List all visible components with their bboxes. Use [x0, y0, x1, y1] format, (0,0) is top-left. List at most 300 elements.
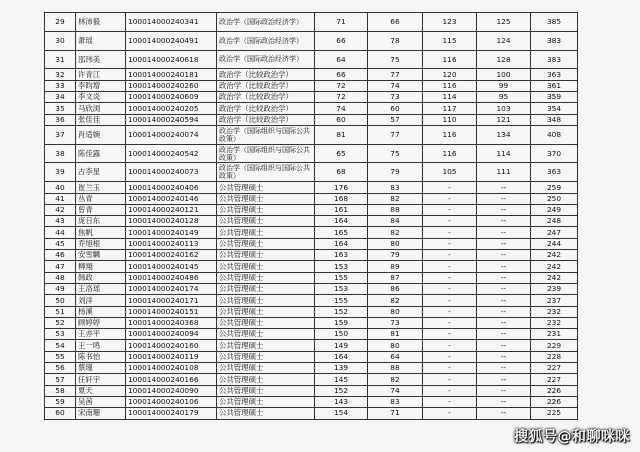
score-b-cell: 60: [368, 103, 423, 114]
score-d-cell: --: [477, 182, 531, 193]
row-number-cell: 53: [45, 329, 76, 340]
exam-id-cell: 100014000240073: [126, 163, 217, 182]
score-b-cell: 73: [368, 91, 423, 102]
total-score-cell: 227: [531, 374, 578, 385]
score-d-cell: --: [477, 204, 531, 215]
score-a-cell: 153: [315, 283, 368, 294]
student-name-cell: 乔旭根: [76, 238, 126, 249]
total-score-cell: 259: [531, 182, 578, 193]
score-d-cell: 134: [477, 125, 531, 144]
exam-id-cell: 100014000240090: [126, 385, 217, 396]
score-d-cell: 111: [477, 163, 531, 182]
score-d-cell: --: [477, 329, 531, 340]
score-a-cell: 150: [315, 329, 368, 340]
major-cell: 政治学（比较政治学）: [217, 91, 315, 102]
row-number-cell: 52: [45, 317, 76, 328]
major-cell: 公共管理硕士: [217, 227, 315, 238]
score-b-cell: 80: [368, 340, 423, 351]
exam-id-cell: 100014000240106: [126, 396, 217, 407]
score-b-cell: 80: [368, 238, 423, 249]
table-row: [45, 163, 578, 182]
student-name-cell: 王亦平: [76, 329, 126, 340]
score-c-cell: 105: [423, 163, 477, 182]
student-name-cell: 焦帆: [76, 227, 126, 238]
student-name-cell: 崔兰玉: [76, 182, 126, 193]
score-a-cell: 153: [315, 261, 368, 272]
major-cell: 政治学（国际组织与国际公共政策）: [217, 144, 315, 163]
student-name-cell: 蔡瑾: [76, 363, 126, 374]
row-number-cell: 29: [45, 13, 76, 32]
row-number-cell: 34: [45, 91, 76, 102]
score-a-cell: 164: [315, 238, 368, 249]
major-cell: 公共管理硕士: [217, 238, 315, 249]
exam-id-cell: 100014000240146: [126, 193, 217, 204]
total-score-cell: 244: [531, 238, 578, 249]
table-row: [45, 227, 578, 238]
score-d-cell: 124: [477, 31, 531, 50]
score-a-cell: 168: [315, 193, 368, 204]
total-score-cell: 247: [531, 227, 578, 238]
score-d-cell: 121: [477, 114, 531, 125]
row-number-cell: 33: [45, 80, 76, 91]
student-name-cell: 张佳佳: [76, 114, 126, 125]
student-name-cell: 陈书怡: [76, 351, 126, 362]
score-d-cell: 99: [477, 80, 531, 91]
total-score-cell: 348: [531, 114, 578, 125]
exam-id-cell: 100014000240151: [126, 306, 217, 317]
major-cell: 公共管理硕士: [217, 295, 315, 306]
major-cell: 公共管理硕士: [217, 182, 315, 193]
score-c-cell: -: [423, 238, 477, 249]
table-row: [45, 250, 578, 261]
row-number-cell: 35: [45, 103, 76, 114]
student-name-cell: 李文炎: [76, 91, 126, 102]
score-c-cell: -: [423, 340, 477, 351]
score-a-cell: 163: [315, 250, 368, 261]
score-c-cell: -: [423, 385, 477, 396]
score-b-cell: 80: [368, 306, 423, 317]
table-row: [45, 261, 578, 272]
row-number-cell: 57: [45, 374, 76, 385]
score-c-cell: -: [423, 261, 477, 272]
total-score-cell: 370: [531, 144, 578, 163]
row-number-cell: 55: [45, 351, 76, 362]
watermark: 搜狐号@和聊咪咪: [514, 429, 630, 445]
score-c-cell: -: [423, 193, 477, 204]
score-b-cell: 81: [368, 329, 423, 340]
score-b-cell: 82: [368, 193, 423, 204]
score-c-cell: 116: [423, 80, 477, 91]
score-b-cell: 75: [368, 144, 423, 163]
table-row: [45, 329, 578, 340]
score-d-cell: --: [477, 385, 531, 396]
total-score-cell: 232: [531, 317, 578, 328]
table-row: [45, 238, 578, 249]
table-row: [45, 91, 578, 102]
score-b-cell: 84: [368, 216, 423, 227]
score-a-cell: 149: [315, 340, 368, 351]
total-score-cell: 242: [531, 272, 578, 283]
major-cell: 政治学（比较政治学）: [217, 114, 315, 125]
major-cell: 公共管理硕士: [217, 396, 315, 407]
score-d-cell: --: [477, 193, 531, 204]
student-name-cell: 王洛瑶: [76, 283, 126, 294]
major-cell: 政治学（国际组织与国际公共政策）: [217, 125, 315, 144]
exam-id-cell: 100014000240119: [126, 351, 217, 362]
score-a-cell: 164: [315, 351, 368, 362]
score-a-cell: 155: [315, 295, 368, 306]
score-table: [44, 12, 578, 420]
table-row: [45, 408, 578, 419]
score-d-cell: 103: [477, 103, 531, 114]
row-number-cell: 54: [45, 340, 76, 351]
score-b-cell: 82: [368, 227, 423, 238]
student-name-cell: 韩政: [76, 272, 126, 283]
student-name-cell: 林沛毅: [76, 13, 126, 32]
exam-id-cell: 100014000240149: [126, 227, 217, 238]
student-name-cell: 陈佳露: [76, 144, 126, 163]
score-b-cell: 77: [368, 69, 423, 80]
total-score-cell: 225: [531, 408, 578, 419]
score-b-cell: 57: [368, 114, 423, 125]
score-c-cell: 115: [423, 31, 477, 50]
major-cell: 公共管理硕士: [217, 261, 315, 272]
exam-id-cell: 100014000240542: [126, 144, 217, 163]
exam-id-cell: 100014000240406: [126, 182, 217, 193]
student-name-cell: 丛青: [76, 193, 126, 204]
total-score-cell: 228: [531, 351, 578, 362]
table-row: [45, 193, 578, 204]
student-name-cell: 刘洋: [76, 295, 126, 306]
score-c-cell: -: [423, 272, 477, 283]
row-number-cell: 47: [45, 261, 76, 272]
score-b-cell: 82: [368, 295, 423, 306]
major-cell: 政治学（比较政治学）: [217, 80, 315, 91]
major-cell: 公共管理硕士: [217, 408, 315, 419]
total-score-cell: 359: [531, 91, 578, 102]
student-name-cell: 吴茜: [76, 396, 126, 407]
score-b-cell: 74: [368, 80, 423, 91]
student-name-cell: 许青江: [76, 69, 126, 80]
score-d-cell: --: [477, 374, 531, 385]
score-a-cell: 68: [315, 163, 368, 182]
score-b-cell: 77: [368, 125, 423, 144]
student-name-cell: 柳翔: [76, 261, 126, 272]
major-cell: 公共管理硕士: [217, 250, 315, 261]
major-cell: 公共管理硕士: [217, 385, 315, 396]
row-number-cell: 56: [45, 363, 76, 374]
score-d-cell: --: [477, 227, 531, 238]
score-d-cell: --: [477, 216, 531, 227]
total-score-cell: 242: [531, 261, 578, 272]
total-score-cell: 383: [531, 31, 578, 50]
exam-id-cell: 100014000240074: [126, 125, 217, 144]
major-cell: 公共管理硕士: [217, 374, 315, 385]
score-c-cell: -: [423, 227, 477, 238]
exam-id-cell: 100014000240166: [126, 374, 217, 385]
major-cell: 政治学（国际政治经济学）: [217, 50, 315, 69]
row-number-cell: 51: [45, 306, 76, 317]
score-b-cell: 66: [368, 13, 423, 32]
score-c-cell: -: [423, 408, 477, 419]
total-score-cell: 226: [531, 396, 578, 407]
score-b-cell: 78: [368, 31, 423, 50]
score-d-cell: --: [477, 363, 531, 374]
table-row: [45, 283, 578, 294]
score-a-cell: 66: [315, 69, 368, 80]
major-cell: 公共管理硕士: [217, 283, 315, 294]
exam-id-cell: 100014000240145: [126, 261, 217, 272]
score-d-cell: --: [477, 306, 531, 317]
row-number-cell: 37: [45, 125, 76, 144]
score-d-cell: --: [477, 250, 531, 261]
score-b-cell: 79: [368, 250, 423, 261]
table-row: [45, 363, 578, 374]
major-cell: 公共管理硕士: [217, 317, 315, 328]
total-score-cell: 354: [531, 103, 578, 114]
score-a-cell: 154: [315, 408, 368, 419]
score-b-cell: 89: [368, 261, 423, 272]
score-a-cell: 164: [315, 216, 368, 227]
major-cell: 公共管理硕士: [217, 272, 315, 283]
total-score-cell: 229: [531, 340, 578, 351]
score-c-cell: -: [423, 374, 477, 385]
total-score-cell: 363: [531, 163, 578, 182]
total-score-cell: 239: [531, 283, 578, 294]
major-cell: 公共管理硕士: [217, 216, 315, 227]
major-cell: 政治学（国际组织与国际公共政策）: [217, 163, 315, 182]
score-a-cell: 72: [315, 80, 368, 91]
score-c-cell: -: [423, 396, 477, 407]
table-row: [45, 182, 578, 193]
score-c-cell: 114: [423, 91, 477, 102]
row-number-cell: 39: [45, 163, 76, 182]
score-c-cell: -: [423, 351, 477, 362]
score-c-cell: 110: [423, 114, 477, 125]
row-number-cell: 32: [45, 69, 76, 80]
score-a-cell: 66: [315, 31, 368, 50]
score-d-cell: --: [477, 408, 531, 419]
score-d-cell: --: [477, 317, 531, 328]
total-score-cell: 242: [531, 250, 578, 261]
table-row: [45, 396, 578, 407]
row-number-cell: 48: [45, 272, 76, 283]
score-a-cell: 176: [315, 182, 368, 193]
major-cell: 政治学（比较政治学）: [217, 103, 315, 114]
student-name-cell: 宋南珊: [76, 408, 126, 419]
table-row: [45, 272, 578, 283]
score-c-cell: -: [423, 329, 477, 340]
table-row: [45, 385, 578, 396]
score-a-cell: 155: [315, 272, 368, 283]
score-d-cell: --: [477, 272, 531, 283]
exam-id-cell: 100014000240618: [126, 50, 217, 69]
table-row: [45, 69, 578, 80]
row-number-cell: 38: [45, 144, 76, 163]
student-name-cell: 王一鸣: [76, 340, 126, 351]
exam-id-cell: 100014000240486: [126, 272, 217, 283]
score-b-cell: 87: [368, 272, 423, 283]
score-d-cell: 125: [477, 13, 531, 32]
row-number-cell: 60: [45, 408, 76, 419]
score-b-cell: 82: [368, 374, 423, 385]
score-d-cell: 128: [477, 50, 531, 69]
table-row: [45, 351, 578, 362]
row-number-cell: 43: [45, 216, 76, 227]
score-c-cell: -: [423, 250, 477, 261]
score-a-cell: 71: [315, 13, 368, 32]
exam-id-cell: 100014000240113: [126, 238, 217, 249]
table-row: [45, 103, 578, 114]
total-score-cell: 361: [531, 80, 578, 91]
table-row: [45, 340, 578, 351]
score-b-cell: 64: [368, 351, 423, 362]
major-cell: 政治学（国际政治经济学）: [217, 13, 315, 32]
score-c-cell: -: [423, 182, 477, 193]
major-cell: 公共管理硕士: [217, 204, 315, 215]
table-row: [45, 13, 578, 32]
score-a-cell: 165: [315, 227, 368, 238]
score-a-cell: 72: [315, 91, 368, 102]
score-d-cell: --: [477, 283, 531, 294]
table-row: [45, 204, 578, 215]
total-score-cell: 231: [531, 329, 578, 340]
score-d-cell: --: [477, 340, 531, 351]
table-row: [45, 317, 578, 328]
total-score-cell: 237: [531, 295, 578, 306]
exam-id-cell: 100014000240171: [126, 295, 217, 306]
exam-id-cell: 100014000240181: [126, 69, 217, 80]
total-score-cell: 227: [531, 363, 578, 374]
score-b-cell: 88: [368, 363, 423, 374]
score-d-cell: --: [477, 261, 531, 272]
score-b-cell: 79: [368, 163, 423, 182]
score-b-cell: 86: [368, 283, 423, 294]
score-b-cell: 73: [368, 317, 423, 328]
score-b-cell: 83: [368, 396, 423, 407]
table-row: [45, 50, 578, 69]
exam-id-cell: 100014000240368: [126, 317, 217, 328]
score-a-cell: 145: [315, 374, 368, 385]
score-b-cell: 74: [368, 385, 423, 396]
score-b-cell: 83: [368, 182, 423, 193]
score-c-cell: 120: [423, 69, 477, 80]
row-number-cell: 50: [45, 295, 76, 306]
score-d-cell: --: [477, 396, 531, 407]
score-a-cell: 60: [315, 114, 368, 125]
total-score-cell: 385: [531, 13, 578, 32]
row-number-cell: 59: [45, 396, 76, 407]
table-row: [45, 216, 578, 227]
score-c-cell: -: [423, 295, 477, 306]
major-cell: 公共管理硕士: [217, 351, 315, 362]
table-row: [45, 31, 578, 50]
row-number-cell: 30: [45, 31, 76, 50]
table-row: [45, 80, 578, 91]
score-c-cell: 123: [423, 13, 477, 32]
row-number-cell: 58: [45, 385, 76, 396]
score-c-cell: 116: [423, 144, 477, 163]
total-score-cell: 250: [531, 193, 578, 204]
exam-id-cell: 100014000240108: [126, 363, 217, 374]
table-row: [45, 144, 578, 163]
student-name-cell: 古李星: [76, 163, 126, 182]
score-c-cell: 116: [423, 50, 477, 69]
score-a-cell: 152: [315, 306, 368, 317]
exam-id-cell: 100014000240260: [126, 80, 217, 91]
score-a-cell: 74: [315, 103, 368, 114]
score-d-cell: 114: [477, 144, 531, 163]
row-number-cell: 45: [45, 238, 76, 249]
major-cell: 公共管理硕士: [217, 340, 315, 351]
student-name-cell: 安雪麟: [76, 250, 126, 261]
score-d-cell: 100: [477, 69, 531, 80]
student-name-cell: 夏天: [76, 385, 126, 396]
major-cell: 政治学（国际政治经济学）: [217, 31, 315, 50]
student-name-cell: 庞日东: [76, 216, 126, 227]
exam-id-cell: 100014000240341: [126, 13, 217, 32]
total-score-cell: 383: [531, 50, 578, 69]
major-cell: 公共管理硕士: [217, 306, 315, 317]
table-row: [45, 374, 578, 385]
table-row: [45, 295, 578, 306]
score-c-cell: -: [423, 216, 477, 227]
score-a-cell: 161: [315, 204, 368, 215]
exam-id-cell: 100014000240162: [126, 250, 217, 261]
student-name-cell: 马欣浏: [76, 103, 126, 114]
exam-id-cell: 100014000240609: [126, 91, 217, 102]
table-row: [45, 306, 578, 317]
row-number-cell: 44: [45, 227, 76, 238]
score-c-cell: -: [423, 204, 477, 215]
student-name-cell: 杨溪: [76, 306, 126, 317]
student-name-cell: 萧瑶: [76, 31, 126, 50]
exam-id-cell: 100014000240491: [126, 31, 217, 50]
total-score-cell: 249: [531, 204, 578, 215]
score-d-cell: --: [477, 351, 531, 362]
score-b-cell: 71: [368, 408, 423, 419]
total-score-cell: 232: [531, 306, 578, 317]
major-cell: 公共管理硕士: [217, 363, 315, 374]
student-name-cell: 顾婷婷: [76, 317, 126, 328]
major-cell: 公共管理硕士: [217, 329, 315, 340]
exam-id-cell: 100014000240160: [126, 340, 217, 351]
table-row: [45, 114, 578, 125]
total-score-cell: 226: [531, 385, 578, 396]
row-number-cell: 31: [45, 50, 76, 69]
score-a-cell: 159: [315, 317, 368, 328]
exam-id-cell: 100014000240094: [126, 329, 217, 340]
major-cell: 公共管理硕士: [217, 193, 315, 204]
total-score-cell: 408: [531, 125, 578, 144]
student-name-cell: 邵玮美: [76, 50, 126, 69]
exam-id-cell: 100014000240174: [126, 283, 217, 294]
score-c-cell: 116: [423, 125, 477, 144]
total-score-cell: 248: [531, 216, 578, 227]
row-number-cell: 36: [45, 114, 76, 125]
score-d-cell: --: [477, 295, 531, 306]
score-d-cell: 95: [477, 91, 531, 102]
total-score-cell: 363: [531, 69, 578, 80]
exam-id-cell: 100014000240205: [126, 103, 217, 114]
score-c-cell: 117: [423, 103, 477, 114]
score-d-cell: --: [477, 238, 531, 249]
score-b-cell: 88: [368, 204, 423, 215]
score-c-cell: -: [423, 317, 477, 328]
student-name-cell: 曾青: [76, 204, 126, 215]
score-b-cell: 75: [368, 50, 423, 69]
row-number-cell: 49: [45, 283, 76, 294]
